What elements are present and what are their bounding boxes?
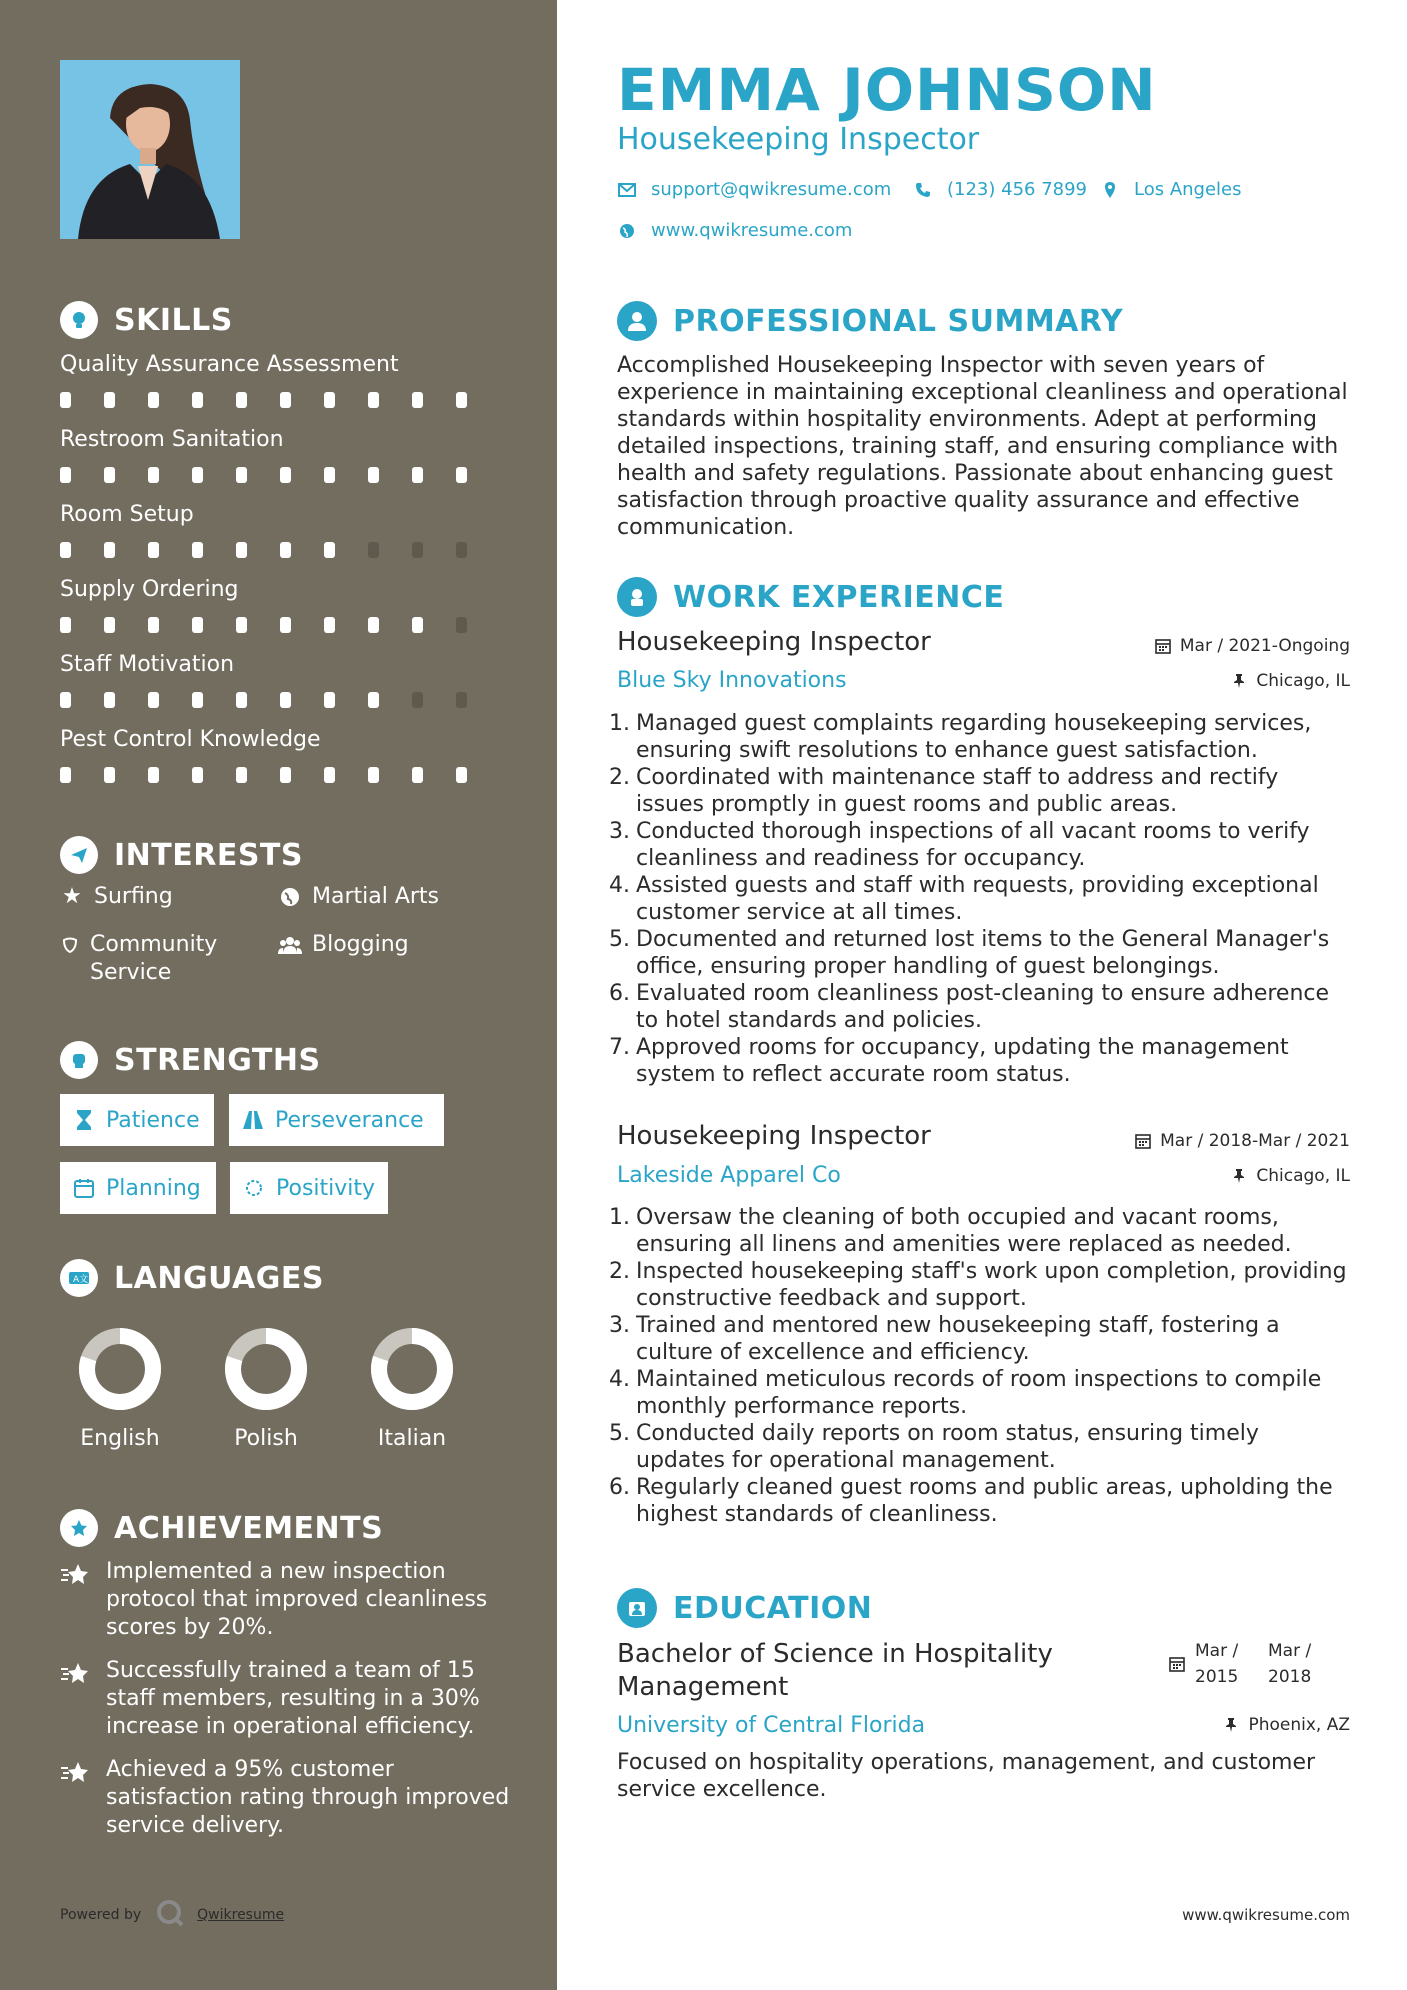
- job-dates-text: Mar / 2018-Mar / 2021: [1160, 1131, 1350, 1151]
- skill-rating: [60, 392, 500, 408]
- skill-name: Pest Control Knowledge: [60, 727, 321, 752]
- candidate-name: EMMA JOHNSON: [617, 56, 1157, 124]
- duty-number: 2.: [609, 765, 630, 790]
- education-location-text: Phoenix, AZ: [1248, 1715, 1350, 1735]
- skill-dot: [192, 542, 203, 558]
- pushpin-icon: [1230, 1167, 1248, 1185]
- duty-number: 4.: [609, 873, 630, 898]
- skill-dot: [60, 392, 71, 408]
- skill-item: [60, 575, 500, 633]
- achievement-text: Successfully trained a team of 15 staff members, resulting in a 30% increase in operational efficiency.: [106, 1658, 480, 1739]
- skill-dot: [412, 767, 423, 783]
- profile-photo: [60, 60, 240, 239]
- skill-item: [60, 650, 500, 708]
- duty-item: [609, 1420, 1350, 1474]
- skill-dot: [456, 692, 467, 708]
- skill-rating: [60, 767, 500, 783]
- summary-heading: [617, 300, 1123, 342]
- calendar-icon: [1154, 637, 1172, 655]
- duty-item: [609, 1034, 1350, 1088]
- duty-text: Coordinated with maintenance staff to address and rectify issues promptly in guest rooms and public areas.: [636, 765, 1279, 817]
- summary-heading-text: PROFESSIONAL SUMMARY: [673, 303, 1124, 339]
- skill-rating: [60, 692, 500, 708]
- qwikresume-logo-icon: [155, 1898, 185, 1932]
- svg-text:A文: A文: [73, 1275, 89, 1285]
- skill-dot: [324, 392, 335, 408]
- skill-dot: [280, 542, 291, 558]
- road-icon: [241, 1108, 265, 1132]
- duty-text: Managed guest complaints regarding housekeeping services, ensuring swift resolutions to enhance guest satisfaction.: [636, 711, 1312, 763]
- interest-label: Martial Arts: [312, 884, 440, 909]
- skill-dot: [192, 617, 203, 633]
- job-duties: [609, 710, 1350, 1088]
- duty-item: [609, 872, 1350, 926]
- duty-text: Assisted guests and staff with requests, providing exceptional customer service at all times.: [636, 873, 1319, 925]
- achievements-heading: [60, 1508, 383, 1548]
- language-name: Italian: [377, 1426, 447, 1451]
- duty-number: 1.: [609, 711, 630, 736]
- skill-dot: [280, 617, 291, 633]
- award-star-icon: [60, 1558, 94, 1642]
- users-icon: [278, 931, 302, 959]
- strength-label: Positivity: [276, 1175, 376, 1201]
- skill-dot: [324, 767, 335, 783]
- globe-icon: [617, 221, 637, 241]
- skill-dot: [148, 767, 159, 783]
- skill-dot: [148, 617, 159, 633]
- map-pin-icon: [1100, 180, 1120, 200]
- skill-dot: [192, 467, 203, 483]
- education-end-date: [1268, 1638, 1311, 1690]
- achievement-text: Implemented a new inspection protocol that improved cleanliness scores by 20%.: [106, 1559, 488, 1640]
- globe-icon: [278, 883, 302, 911]
- duty-item: [609, 764, 1350, 818]
- skill-dot: [324, 617, 335, 633]
- duty-text: Inspected housekeeping staff's work upon completion, providing constructive feedback and support.: [636, 1259, 1347, 1311]
- location-text: Los Angeles: [1134, 179, 1242, 200]
- duty-number: 7.: [609, 1035, 630, 1060]
- pushpin-icon: [1222, 1716, 1240, 1734]
- education-start-date: [1195, 1638, 1238, 1690]
- achievement-item: [60, 1657, 510, 1741]
- duty-item: [609, 1366, 1350, 1420]
- fist-icon: [60, 1041, 98, 1079]
- duty-number: 3.: [609, 1313, 630, 1338]
- duty-text: Conducted thorough inspections of all vacant rooms to verify cleanliness and readiness for occupancy.: [636, 819, 1310, 871]
- strengths-heading-text: STRENGTHS: [114, 1042, 321, 1078]
- duty-number: 6.: [609, 1475, 630, 1500]
- duty-text: Evaluated room cleanliness post-cleaning to ensure adherence to hotel standards and policies.: [636, 981, 1330, 1033]
- skill-dot: [148, 392, 159, 408]
- duty-item: [609, 1312, 1350, 1366]
- email-text[interactable]: support@qwikresume.com: [651, 179, 892, 200]
- skill-dot: [280, 692, 291, 708]
- skill-dot: [412, 467, 423, 483]
- calendar-icon: [1134, 1132, 1152, 1150]
- duty-item: [609, 818, 1350, 872]
- job-company: Lakeside Apparel Co: [617, 1163, 841, 1188]
- education-start-year: 2015: [1195, 1667, 1239, 1687]
- language-name: Polish: [234, 1426, 298, 1451]
- skill-dot: [368, 692, 379, 708]
- trophy-icon: [60, 1509, 98, 1547]
- job-duties: [609, 1204, 1350, 1528]
- duty-number: 3.: [609, 819, 630, 844]
- skill-dot: [280, 467, 291, 483]
- skill-item: [60, 350, 500, 408]
- skill-dot: [324, 692, 335, 708]
- duty-text: Approved rooms for occupancy, updating the management system to reflect accurate room status.: [636, 1035, 1289, 1087]
- language-name: English: [80, 1426, 160, 1451]
- education-description: Focused on hospitality operations, management, and customer service excellence.: [617, 1750, 1316, 1802]
- skill-dot: [104, 692, 115, 708]
- language-ring-holder: [342, 1326, 482, 1412]
- duty-text: Regularly cleaned guest rooms and public areas, upholding the highest standards of cleanliness.: [636, 1475, 1333, 1527]
- hourglass-icon: [72, 1108, 96, 1132]
- skills-heading-text: SKILLS: [114, 302, 233, 338]
- skill-dot: [236, 767, 247, 783]
- skills-heading: [60, 300, 233, 340]
- job-dates: [1134, 1131, 1350, 1151]
- duty-number: 5.: [609, 1421, 630, 1446]
- duty-number: 6.: [609, 981, 630, 1006]
- duty-text: Maintained meticulous records of room inspections to compile monthly performance reports.: [636, 1367, 1322, 1419]
- skill-dot: [60, 467, 71, 483]
- job-location-text: Chicago, IL: [1256, 671, 1350, 691]
- skill-dot: [60, 692, 71, 708]
- job-location: [1230, 671, 1350, 691]
- skill-item: [60, 500, 500, 558]
- language-ring-holder: [196, 1326, 336, 1412]
- shield-icon: [60, 931, 80, 959]
- duty-number: 4.: [609, 1367, 630, 1392]
- lightbulb-icon: [60, 301, 98, 339]
- skill-dot: [368, 542, 379, 558]
- achievements-heading-text: ACHIEVEMENTS: [114, 1510, 384, 1546]
- achievement-item: [60, 1756, 510, 1840]
- contact-email[interactable]: [617, 179, 891, 200]
- skill-dot: [280, 767, 291, 783]
- interest-label: Surfing: [94, 884, 173, 909]
- contact-phone[interactable]: [913, 179, 1087, 200]
- phone-text[interactable]: (123) 456 7899: [947, 179, 1088, 200]
- language-item: [342, 1326, 482, 1451]
- award-star-icon: [60, 1756, 94, 1840]
- job-title: Housekeeping Inspector: [617, 627, 931, 657]
- skill-dot: [236, 467, 247, 483]
- strength-badge: [60, 1094, 214, 1146]
- interests-heading: [60, 835, 303, 875]
- skill-rating: [60, 467, 500, 483]
- briefcase-icon: [617, 577, 657, 617]
- strength-label: Patience: [106, 1107, 200, 1133]
- skill-dot: [192, 392, 203, 408]
- skill-rating: [60, 542, 500, 558]
- duty-text: Documented and returned lost items to the General Manager's office, ensuring proper handling of guest belongings.: [636, 927, 1330, 979]
- skill-name: Room Setup: [60, 502, 194, 527]
- skill-dot: [148, 542, 159, 558]
- skill-dot: [456, 767, 467, 783]
- skill-dot: [456, 617, 467, 633]
- strength-label: Planning: [106, 1175, 201, 1201]
- skill-dot: [368, 392, 379, 408]
- skill-dot: [324, 467, 335, 483]
- skill-dot: [60, 542, 71, 558]
- interests-heading-text: INTERESTS: [114, 837, 303, 873]
- footer-url[interactable]: www.qwikresume.com: [1182, 1906, 1350, 1924]
- envelope-icon: [617, 180, 637, 200]
- interest-label: Blogging: [312, 932, 409, 957]
- skill-dot: [192, 767, 203, 783]
- skill-dot: [456, 392, 467, 408]
- skill-dot: [280, 392, 291, 408]
- education-end-year: 2018: [1268, 1667, 1312, 1687]
- achievement-text: Achieved a 95% customer satisfaction rating through improved service delivery.: [106, 1757, 510, 1838]
- skill-dot: [324, 542, 335, 558]
- duty-text: Trained and mentored new housekeeping staff, fostering a culture of excellence and efficiency.: [636, 1313, 1280, 1365]
- contact-website[interactable]: [617, 220, 852, 241]
- skill-dot: [104, 392, 115, 408]
- language-ring: [77, 1326, 163, 1412]
- skill-dot: [412, 542, 423, 558]
- skill-rating: [60, 617, 500, 633]
- job-location-text: Chicago, IL: [1256, 1166, 1350, 1186]
- experience-heading-text: WORK EXPERIENCE: [673, 579, 1005, 615]
- education-start-month: Mar /: [1195, 1641, 1239, 1661]
- main-content: [609, 0, 1350, 1990]
- skill-dot: [236, 542, 247, 558]
- skill-dot: [104, 617, 115, 633]
- star-icon: ★: [62, 884, 82, 909]
- interest-item: [60, 931, 260, 987]
- education-degree: Bachelor of Science in Hospitality Management: [617, 1639, 1053, 1702]
- duty-text: Conducted daily reports on room status, ensuring timely updates for operational management.: [636, 1421, 1259, 1473]
- duty-item: [609, 1258, 1350, 1312]
- interest-item: [60, 883, 173, 911]
- language-item: [196, 1326, 336, 1451]
- skill-name: Quality Assurance Assessment: [60, 352, 399, 377]
- skill-dot: [60, 617, 71, 633]
- website-text[interactable]: www.qwikresume.com: [651, 220, 853, 241]
- language-item: [50, 1326, 190, 1451]
- skill-dot: [412, 692, 423, 708]
- skill-dot: [368, 617, 379, 633]
- skill-dot: [104, 542, 115, 558]
- education-end-month: Mar /: [1268, 1641, 1312, 1661]
- education-location: [1222, 1715, 1350, 1735]
- translate-icon: [60, 1259, 98, 1297]
- job-location: [1230, 1166, 1350, 1186]
- languages-heading: [60, 1258, 324, 1298]
- skill-dot: [192, 692, 203, 708]
- interest-item: [278, 883, 439, 911]
- skill-dot: [236, 692, 247, 708]
- interest-item: [278, 931, 409, 959]
- duty-item: [609, 980, 1350, 1034]
- sun-icon: [242, 1176, 266, 1200]
- candidate-title: Housekeeping Inspector: [617, 122, 980, 157]
- duty-item: [609, 926, 1350, 980]
- education-heading-text: EDUCATION: [673, 1590, 873, 1626]
- duty-item: [609, 1474, 1350, 1528]
- duty-number: 2.: [609, 1259, 630, 1284]
- duty-text: Oversaw the cleaning of both occupied and vacant rooms, ensuring all linens and amenities were replaced as needed.: [636, 1205, 1292, 1257]
- skill-dot: [104, 767, 115, 783]
- skill-dot: [60, 767, 71, 783]
- job-title: Housekeeping Inspector: [617, 1121, 931, 1151]
- achievement-item: [60, 1558, 510, 1642]
- skill-dot: [148, 692, 159, 708]
- phone-icon: [913, 180, 933, 200]
- skill-dot: [412, 392, 423, 408]
- duty-number: 1.: [609, 1205, 630, 1230]
- summary-text: Accomplished Housekeeping Inspector with seven years of experience in maintaining exceptional cleanliness and operational standards within hospitality environments. Adept at performing detailed inspections, training staff, and ensuring compliance with health and safety regulations. Passionate about enhancing guest satisfaction through proactive quality assurance and effective communication.: [617, 353, 1348, 540]
- language-ring: [369, 1326, 455, 1412]
- skill-dot: [456, 542, 467, 558]
- experience-heading: [617, 576, 1004, 618]
- duty-item: [609, 710, 1350, 764]
- language-ring: [223, 1326, 309, 1412]
- education-heading: [617, 1587, 872, 1629]
- strength-badge: [229, 1094, 444, 1146]
- skill-name: Restroom Sanitation: [60, 427, 284, 452]
- skill-name: Supply Ordering: [60, 577, 239, 602]
- contact-location: [1100, 179, 1242, 200]
- powered-by: [60, 1898, 284, 1932]
- duty-item: [609, 1204, 1350, 1258]
- strengths-heading: [60, 1040, 321, 1080]
- brand-link[interactable]: Qwikresume: [197, 1907, 285, 1923]
- pushpin-icon: [1230, 672, 1248, 690]
- skill-dot: [456, 467, 467, 483]
- skill-dot: [236, 392, 247, 408]
- paper-plane-icon: [60, 836, 98, 874]
- graduation-icon: [617, 1588, 657, 1628]
- skill-dot: [148, 467, 159, 483]
- skill-dot: [368, 767, 379, 783]
- skill-dot: [412, 617, 423, 633]
- skill-dot: [104, 467, 115, 483]
- strength-label: Perseverance: [275, 1107, 424, 1133]
- powered-by-label: Powered by: [60, 1907, 142, 1923]
- calendar-icon: [72, 1176, 96, 1200]
- strength-badge: [60, 1162, 216, 1214]
- skill-item: [60, 425, 500, 483]
- strength-badge: [230, 1162, 388, 1214]
- skill-dot: [236, 617, 247, 633]
- award-star-icon: [60, 1657, 94, 1741]
- duty-number: 5.: [609, 927, 630, 952]
- job-company: Blue Sky Innovations: [617, 668, 847, 693]
- education-school: University of Central Florida: [617, 1713, 926, 1738]
- sidebar: [0, 0, 557, 1990]
- calendar-icon: [1169, 1656, 1187, 1674]
- skill-dot: [368, 467, 379, 483]
- languages-heading-text: LANGUAGES: [114, 1260, 324, 1296]
- job-dates-text: Mar / 2021-Ongoing: [1179, 636, 1350, 656]
- language-ring-holder: [50, 1326, 190, 1412]
- skill-name: Staff Motivation: [60, 652, 235, 677]
- skill-item: [60, 725, 500, 783]
- user-icon: [617, 301, 657, 341]
- job-dates: [1154, 636, 1350, 656]
- interest-label: Community Service: [90, 932, 218, 985]
